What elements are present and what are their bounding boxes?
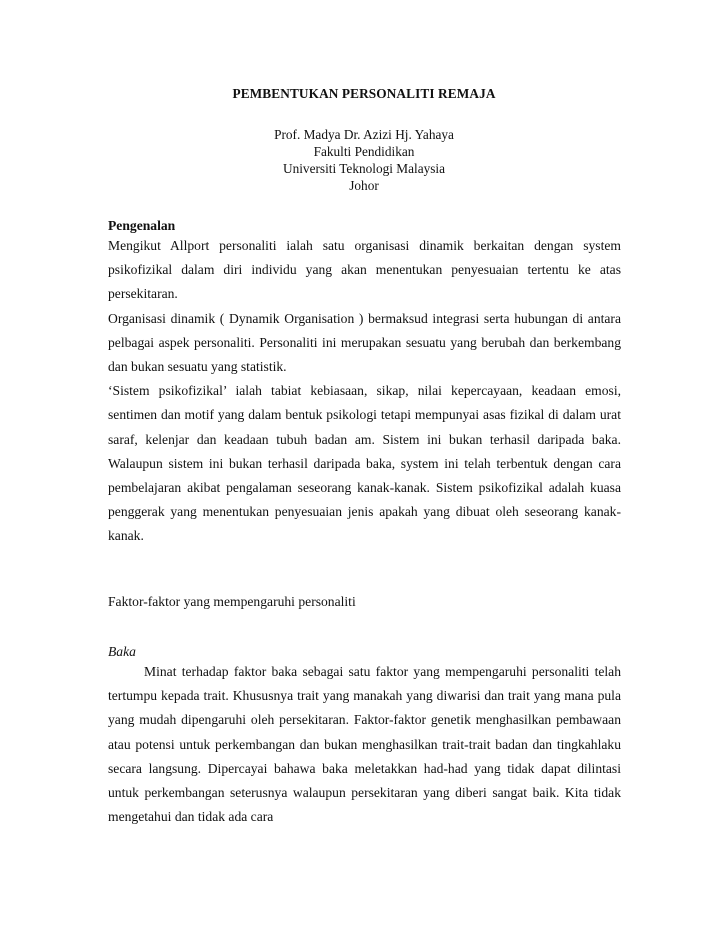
section-heading-baka: Baka (108, 644, 136, 659)
section-heading-faktor: Faktor-faktor yang mempengaruhi personaliti (108, 594, 356, 609)
document-title: PEMBENTUKAN PERSONALITI REMAJA (232, 86, 496, 101)
author-state: Johor (349, 178, 379, 193)
author-faculty: Fakulti Pendidikan (313, 144, 415, 159)
paragraph-baka: Minat terhadap faktor baka sebagai satu faktor yang mempengaruhi personaliti telah tertumpu kepada trait. Khususnya trait yang manakah yang diwarisi dan trait yang mana pula yang mudah dipengaruhi oleh persekitaran. Faktor-faktor genetik menghasilkan pembawaan atau potensi untuk perkembangan dan bukan menghasilkan trait-trait badan dan tingkahlaku secara langsung. Dipercayai bahawa baka meletakkan had-had yang tidak dapat dilintasi untuk perkembangan seterusnya walaupun persekitaran yang diberi sangat baik. Kita tidak mengetahui dan tidak ada cara (108, 664, 621, 825)
section-pengenalan-body (108, 234, 621, 549)
author-block (0, 126, 728, 194)
paragraph-definition: Mengikut Allport personaliti ialah satu organisasi dinamik berkaitan dengan system psikofizikal dalam diri individu yang akan menentukan penyesuaian tertentu ke atas persekitaran. (108, 238, 621, 302)
section-baka-body (108, 660, 621, 829)
section-heading-pengenalan: Pengenalan (108, 218, 176, 233)
paragraph-psychophysical-system: ‘Sistem psikofizikal’ ialah tabiat kebiasaan, sikap, nilai kepercayaan, keadaan emosi, sentimen dan motif yang dalam bentuk psikologi tetapi mempunyai asas fizikal di dalam urat saraf, kelenjar dan keadaan tubuh badan am. Sistem ini bukan terhasil daripada baka. Walaupun sistem ini bukan terhasil daripada baka, system ini telah terbentuk dengan cara pembelajaran akibat pengalaman seseorang kanak-kanak. Sistem psikofizikal adalah kuasa penggerak yang menentukan penyesuaian jenis apakah yang dibuat oleh seseorang kanak-kanak. (108, 383, 621, 544)
paragraph-dynamic-organisation: Organisasi dinamik ( Dynamik Organisation ) bermaksud integrasi serta hubungan di antara pelbagai aspek personaliti. Personaliti ini merupakan sesuatu yang berubah dan berkembang dan bukan sesuatu yang statistik. (108, 310, 621, 375)
author-university: Universiti Teknologi Malaysia (282, 161, 446, 176)
author-name: Prof. Madya Dr. Azizi Hj. Yahaya (274, 127, 454, 142)
